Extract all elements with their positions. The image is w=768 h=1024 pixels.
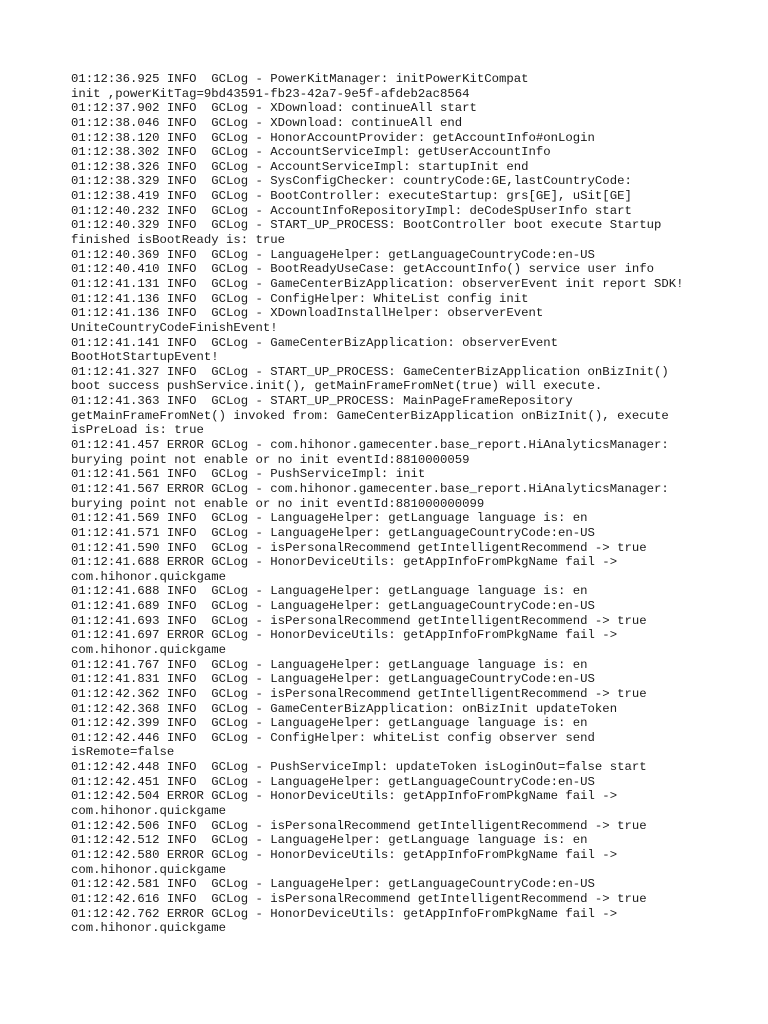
log-line: 01:12:38.046 INFO GCLog - XDownload: continueAll end xyxy=(71,115,463,130)
log-line: 01:12:40.369 INFO GCLog - LanguageHelper: getLanguageCountryCode:en-US xyxy=(71,247,595,262)
log-line: 01:12:42.762 ERROR GCLog - HonorDeviceUtils: getAppInfoFromPkgName fail -> xyxy=(71,906,618,921)
log-line: 01:12:42.581 INFO GCLog - LanguageHelper: getLanguageCountryCode:en-US xyxy=(71,877,595,892)
log-line: BootHotStartupEvent! xyxy=(71,350,219,365)
log-line: 01:12:42.448 INFO GCLog - PushServiceImpl: updateToken isLoginOut=false start xyxy=(71,760,647,775)
log-line: 01:12:37.902 INFO GCLog - XDownload: continueAll start xyxy=(71,101,477,116)
log-line: 01:12:38.419 INFO GCLog - BootController: executeStartup: grs[GE], uSit[GE] xyxy=(71,189,632,204)
log-line: 01:12:41.697 ERROR GCLog - HonorDeviceUtils: getAppInfoFromPkgName fail -> xyxy=(71,628,618,643)
log-line: 01:12:38.302 INFO GCLog - AccountServiceImpl: getUserAccountInfo xyxy=(71,145,551,160)
log-line: finished isBootReady is: true xyxy=(71,233,286,248)
log-line: 01:12:38.120 INFO GCLog - HonorAccountProvider: getAccountInfo#onLogin xyxy=(71,130,595,145)
log-line: 01:12:41.567 ERROR GCLog - com.hihonor.gamecenter.base_report.HiAnalyticsManager: xyxy=(71,481,669,496)
log-line: 01:12:36.925 INFO GCLog - PowerKitManager: initPowerKitCompat xyxy=(71,72,529,86)
log-line: com.hihonor.quickgame xyxy=(71,642,226,657)
log-line: com.hihonor.quickgame xyxy=(71,569,226,584)
log-line: 01:12:42.512 INFO GCLog - LanguageHelper: getLanguage language is: en xyxy=(71,833,588,848)
log-text-block xyxy=(71,72,751,936)
log-line: 01:12:42.506 INFO GCLog - isPersonalRecommend getIntelligentRecommend -> true xyxy=(71,818,647,833)
log-line: init ,powerKitTag=9bd43591-fb23-42a7-9e5f-afdeb2ac8564 xyxy=(71,86,470,101)
log-line: 01:12:42.504 ERROR GCLog - HonorDeviceUtils: getAppInfoFromPkgName fail -> xyxy=(71,789,618,804)
log-line: 01:12:41.688 INFO GCLog - LanguageHelper: getLanguage language is: en xyxy=(71,584,588,599)
log-line: 01:12:40.329 INFO GCLog - START_UP_PROCESS: BootController boot execute Startup xyxy=(71,218,662,233)
log-line: 01:12:41.136 INFO GCLog - XDownloadInstallHelper: observerEvent xyxy=(71,306,544,321)
log-line: UniteCountryCodeFinishEvent! xyxy=(71,320,278,335)
log-line: boot success pushService.init(), getMainFrameFromNet(true) will execute. xyxy=(71,379,603,394)
log-line: com.hihonor.quickgame xyxy=(71,921,226,936)
log-line: 01:12:41.561 INFO GCLog - PushServiceImpl: init xyxy=(71,467,426,482)
log-line: isRemote=false xyxy=(71,745,175,760)
log-line: com.hihonor.quickgame xyxy=(71,862,226,877)
log-page xyxy=(71,72,751,936)
log-line: 01:12:40.410 INFO GCLog - BootReadyUseCase: getAccountInfo() service user info xyxy=(71,262,654,277)
log-line: 01:12:42.399 INFO GCLog - LanguageHelper: getLanguage language is: en xyxy=(71,716,588,731)
log-line: 01:12:41.457 ERROR GCLog - com.hihonor.gamecenter.base_report.HiAnalyticsManager: xyxy=(71,438,669,453)
log-line: 01:12:41.688 ERROR GCLog - HonorDeviceUtils: getAppInfoFromPkgName fail -> xyxy=(71,555,618,570)
log-line: 01:12:42.446 INFO GCLog - ConfigHelper: whiteList config observer send xyxy=(71,730,595,745)
log-line: 01:12:41.363 INFO GCLog - START_UP_PROCESS: MainPageFrameRepository xyxy=(71,394,573,409)
log-line: 01:12:41.590 INFO GCLog - isPersonalRecommend getIntelligentRecommend -> true xyxy=(71,540,647,555)
log-line: 01:12:41.136 INFO GCLog - ConfigHelper: WhiteList config init xyxy=(71,291,529,306)
log-line: isPreLoad is: true xyxy=(71,423,204,438)
log-line: burying point not enable or no init eventId:881000000099 xyxy=(71,496,485,511)
log-line: 01:12:41.693 INFO GCLog - isPersonalRecommend getIntelligentRecommend -> true xyxy=(71,613,647,628)
log-line: 01:12:41.767 INFO GCLog - LanguageHelper: getLanguage language is: en xyxy=(71,657,588,672)
log-line: 01:12:42.368 INFO GCLog - GameCenterBizApplication: onBizInit updateToken xyxy=(71,701,618,716)
log-line: 01:12:41.141 INFO GCLog - GameCenterBizApplication: observerEvent xyxy=(71,335,559,350)
log-line: 01:12:38.326 INFO GCLog - AccountServiceImpl: startupInit end xyxy=(71,159,529,174)
log-line: 01:12:41.569 INFO GCLog - LanguageHelper: getLanguage language is: en xyxy=(71,511,588,526)
log-line: getMainFrameFromNet() invoked from: GameCenterBizApplication onBizInit(), execute xyxy=(71,408,669,423)
log-line: 01:12:41.689 INFO GCLog - LanguageHelper: getLanguageCountryCode:en-US xyxy=(71,599,595,614)
log-line: 01:12:40.232 INFO GCLog - AccountInfoRepositoryImpl: deCodeSpUserInfo start xyxy=(71,203,632,218)
log-line: com.hihonor.quickgame xyxy=(71,804,226,819)
log-line: 01:12:41.131 INFO GCLog - GameCenterBizApplication: observerEvent init report SDK! xyxy=(71,276,684,291)
log-line: 01:12:42.616 INFO GCLog - isPersonalRecommend getIntelligentRecommend -> true xyxy=(71,891,647,906)
log-line: 01:12:41.571 INFO GCLog - LanguageHelper: getLanguageCountryCode:en-US xyxy=(71,525,595,540)
log-line: 01:12:42.362 INFO GCLog - isPersonalRecommend getIntelligentRecommend -> true xyxy=(71,686,647,701)
log-line: 01:12:42.580 ERROR GCLog - HonorDeviceUtils: getAppInfoFromPkgName fail -> xyxy=(71,847,618,862)
log-line: 01:12:41.327 INFO GCLog - START_UP_PROCESS: GameCenterBizApplication onBizInit() xyxy=(71,364,669,379)
log-line: 01:12:41.831 INFO GCLog - LanguageHelper: getLanguageCountryCode:en-US xyxy=(71,672,595,687)
log-line: 01:12:42.451 INFO GCLog - LanguageHelper: getLanguageCountryCode:en-US xyxy=(71,774,595,789)
log-line: burying point not enable or no init eventId:8810000059 xyxy=(71,452,470,467)
log-line: 01:12:38.329 INFO GCLog - SysConfigChecker: countryCode:GE,lastCountryCode: xyxy=(71,174,632,189)
